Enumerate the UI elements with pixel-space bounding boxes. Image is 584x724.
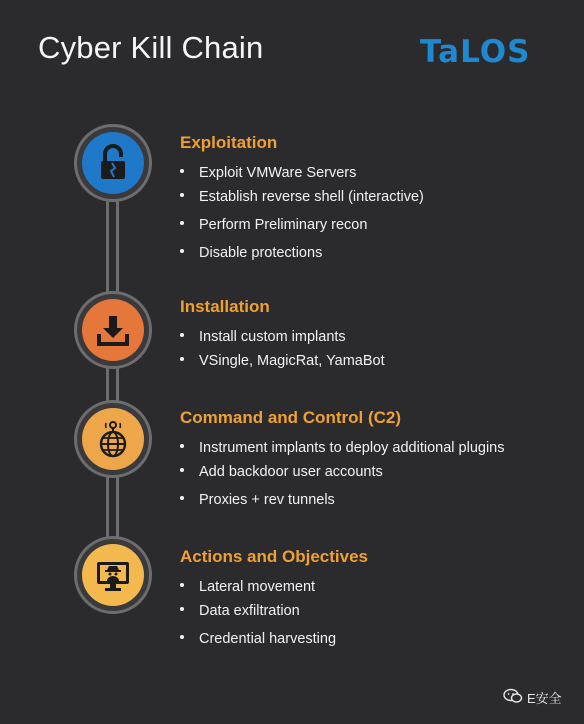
- list-item: Instrument implants to deploy additional plugins: [180, 440, 504, 456]
- chain-connector: [106, 200, 119, 296]
- stage-badge-actions: [74, 536, 152, 614]
- stage-title-actions: Actions and Objectives: [180, 547, 368, 566]
- list-item: Disable protections: [180, 245, 322, 261]
- hacker-monitor-icon: [82, 544, 144, 606]
- stage-title-c2: Command and Control (C2): [180, 408, 401, 427]
- list-item: VSingle, MagicRat, YamaBot: [180, 353, 385, 369]
- stage-badge-c2: [74, 400, 152, 478]
- list-item: Proxies + rev tunnels: [180, 492, 335, 508]
- watermark-text: E安全: [527, 691, 562, 706]
- talos-logo: TaLOS: [420, 34, 531, 70]
- download-tray-icon: [82, 299, 144, 361]
- list-item: Establish reverse shell (interactive): [180, 189, 424, 205]
- globe-antenna-icon: [82, 408, 144, 470]
- list-item: Credential harvesting: [180, 631, 336, 647]
- list-item: Lateral movement: [180, 579, 315, 595]
- watermark: [503, 688, 562, 707]
- page-title: Cyber Kill Chain: [38, 30, 264, 65]
- wechat-icon: [503, 688, 523, 707]
- list-item: Data exfiltration: [180, 603, 300, 619]
- list-item: Exploit VMWare Servers: [180, 165, 356, 181]
- list-item: Perform Preliminary recon: [180, 217, 367, 233]
- stage-title-installation: Installation: [180, 297, 270, 316]
- chain-connector: [106, 474, 119, 544]
- list-item: Install custom implants: [180, 329, 346, 345]
- stage-badge-exploitation: [74, 124, 152, 202]
- broken-lock-icon: [82, 132, 144, 194]
- list-item: Add backdoor user accounts: [180, 464, 383, 480]
- stage-title-exploitation: Exploitation: [180, 133, 278, 152]
- stage-badge-installation: [74, 291, 152, 369]
